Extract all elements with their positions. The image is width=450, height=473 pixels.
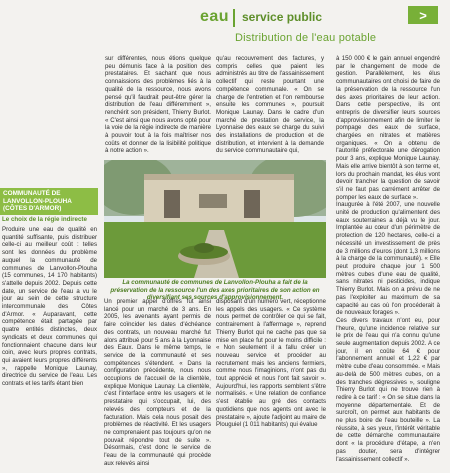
sidebar-title-box: COMMUNAUTÉ DE LANVOLLON-PLOUHA (CÔTES D'ARMOR) — [0, 188, 98, 215]
article-photo — [104, 160, 326, 278]
photo-caption: La communauté de communes de Lanvollon-Plouha a fait de la préservation de la ressource l'un des axes prioritaires de son action en diversifiant ses sources d'approvisionnement. — [110, 279, 320, 301]
text-column-c — [336, 55, 440, 467]
page-header — [150, 4, 450, 50]
section-label: service public — [242, 10, 323, 24]
text-column-a — [105, 55, 211, 157]
page-subtitle: Distribution de l'eau potable — [235, 32, 377, 44]
brand-label: eau — [200, 8, 230, 25]
arrow-icon: > — [408, 6, 438, 24]
text-column-left — [2, 226, 97, 467]
text-column-d — [104, 298, 211, 468]
text-column-b — [216, 55, 324, 157]
text-column-e — [216, 298, 326, 468]
water-facility-photo — [104, 160, 326, 278]
paragraph: Produire une eau de qualité en quantité suffisante, puis distribuer celle-ci au meilleur coût : telles sont les données du problème auquel la communauté de communes de Lanvollon-Plouha (15 communes, 14 170 habitants) s'attelle depuis 2002. Depuis cette date, un service de l'eau a vu le jour au sein de cette structure intercommunale des Côtes d'Armor. « Auparavant, cette compétence était partagée par quatre entités distinctes, deux syndicats et deux communes qui fonctionnaient chacune dans leur coin, avec leurs propres contrats, qui avaient leurs propres différents », rappelle Monique Launay, directrice du service de l'eau. Les contrats et les tarifs étant bien — [2, 226, 97, 388]
paragraph: qu'au recouvrement des factures, y compris celles que paient les administrés au titre de l'assainissement collectif qui reste pourtant une compétence communale. « On se charge de l'entretien et l'on rembourse ensuite les communes », poursuit Monique Launay. Dans le cadre d'un marché de prestation de service, la Lyonnaise des eaux se charge du suivi des installations de production et de distribution, et intervient à la demande du service communautaire qui, — [216, 55, 324, 155]
paragraph: sur différentes, nous étions quelque peu démunis face à la position des prestataires. Et sachant que nous connaissions des problèmes liés à la qualité de la ressource, nous avons pensé qu'il faudrait peut-être gérer la distribution de l'eau différemment », renchérit son président, Thierry Burlot. « C'est ainsi que nous avons opté pour la voie de la régie indirecte de manière à pouvoir tout à la fois maîtriser nos coûts et donner de la lisibilité politique à notre action ». — [105, 55, 211, 155]
header-divider — [233, 9, 235, 27]
paragraph: disposant d'un numéro vert, réceptionne les appels des usagers. « Ce système nous permet de contrôler ce qui se fait, contrairement à l'affermage », reprend Thierry Burlot qui ne cache pas que sa mise en place fut pour le moins difficile : « Non seulement il a fallu créer un nouveau service et procéder au recrutement mais les anciens fermiers, comme nous l'imaginions, n'ont pas du tout apprécié et nous l'ont fait savoir ». Aujourd'hui, les rapports semblent s'être normalisés. « Une relation de confiance s'est établie au gré des contacts quotidiens que nos agents ont avec le prestataire », ajoute l'adjoint au maire de Plouguiel (1 011 habitants) qui évalue — [216, 298, 326, 429]
sidebar-subtitle: Le choix de la régie indirecte — [2, 216, 87, 223]
paragraph: à 150 000 € le gain annuel engendré par le changement de mode de gestion. Parallèlement, les élus communautaires ont choisi de faire de la préservation de la ressource l'un des axes prioritaires de leur action. Dans cette perspective, ils ont entrepris de diversifier leurs sources d'approvisionnement afin de limiter le pompage des eaux de surface, chargées en nitrates et matières organiques. « On a obtenu de l'autorité préfectorale une dérogation pour 3 ans, explique Monique Launay. Mais elle arrive bientôt à son terme et, lors du prochain mandat, les élus vont devoir trancher la question de savoir s'il ne faut pas carrément arrêter de pomper les eaux de surface ». — [336, 55, 440, 201]
paragraph: Ces divers travaux n'ont eu, pour l'heure, qu'une incidence relative sur le prix de l'eau qui n'a connu qu'une seule augmentation depuis 2002. A ce jour, il en coûte 64 € pour l'abonnement annuel et 1,22 € par mètre cube d'eau consommée. « Mais au-delà de 500 mètres cubes, on a des tranches dégressives », souligne Thierry Burlot qui ne trouve rien à redire à ce tarif : « On se situe dans la moyenne départementale. Et de surcroît, on permet aux habitants de ne plus boire de l'eau bouteille ». La réussite, à ses yeux, l'intérêt véritable de cette démarche communautaire dont « la procédure d'étape, a n'en pas douter, sera d'intégrer l'assainissement collectif ». — [336, 316, 440, 463]
paragraph: Inaugurée à l'été 2007, une nouvelle unité de production qu'alimentent des eaux souterraines a déjà vu le jour. Implantée au cœur d'un périmètre de protection de 120 hectares, celle-ci a nécessité un investissement de près de 3 millions d'euros (dont 1,3 millions à la charge de la communauté). « Elle peut produire chaque jour 1 500 mètres cubes d'une eau de qualité, sans nitrates ni pesticides, indique Thierry Burlot. Mais on a prévu de ne pas l'exploiter au maximum de sa capacité au cas où l'on procéderait à de nouveaux forages ». — [336, 201, 440, 317]
paragraph: Un premier appel d'offres fut ainsi lancé pour un marché de 3 ans. En 2005, les avenants ayant permis de faire coïncider les dates d'échéance des contrats, un nouveau marché fut alors attribué pour 5 ans à la Lyonnaise des Eaux. Dans le même temps, le service de la communauté et ses compétences s'étendent. « Dans la configuration précédente, nous nous occupions de l'accueil de la clientèle, explique Monique Launay. La clientèle, c'est l'interface entre les usagers et le prestataire qui s'occupait, lui, des relevés des compteurs et de la facturation. Mais cela nous posait des problèmes de réactivité. Et les usagers ne comprenaient pas toujours qu'on ne pouvait répondre tout de suite ». Désormais, c'est donc le service de l'eau de la communauté qui procède aux relevés ainsi — [104, 298, 211, 467]
